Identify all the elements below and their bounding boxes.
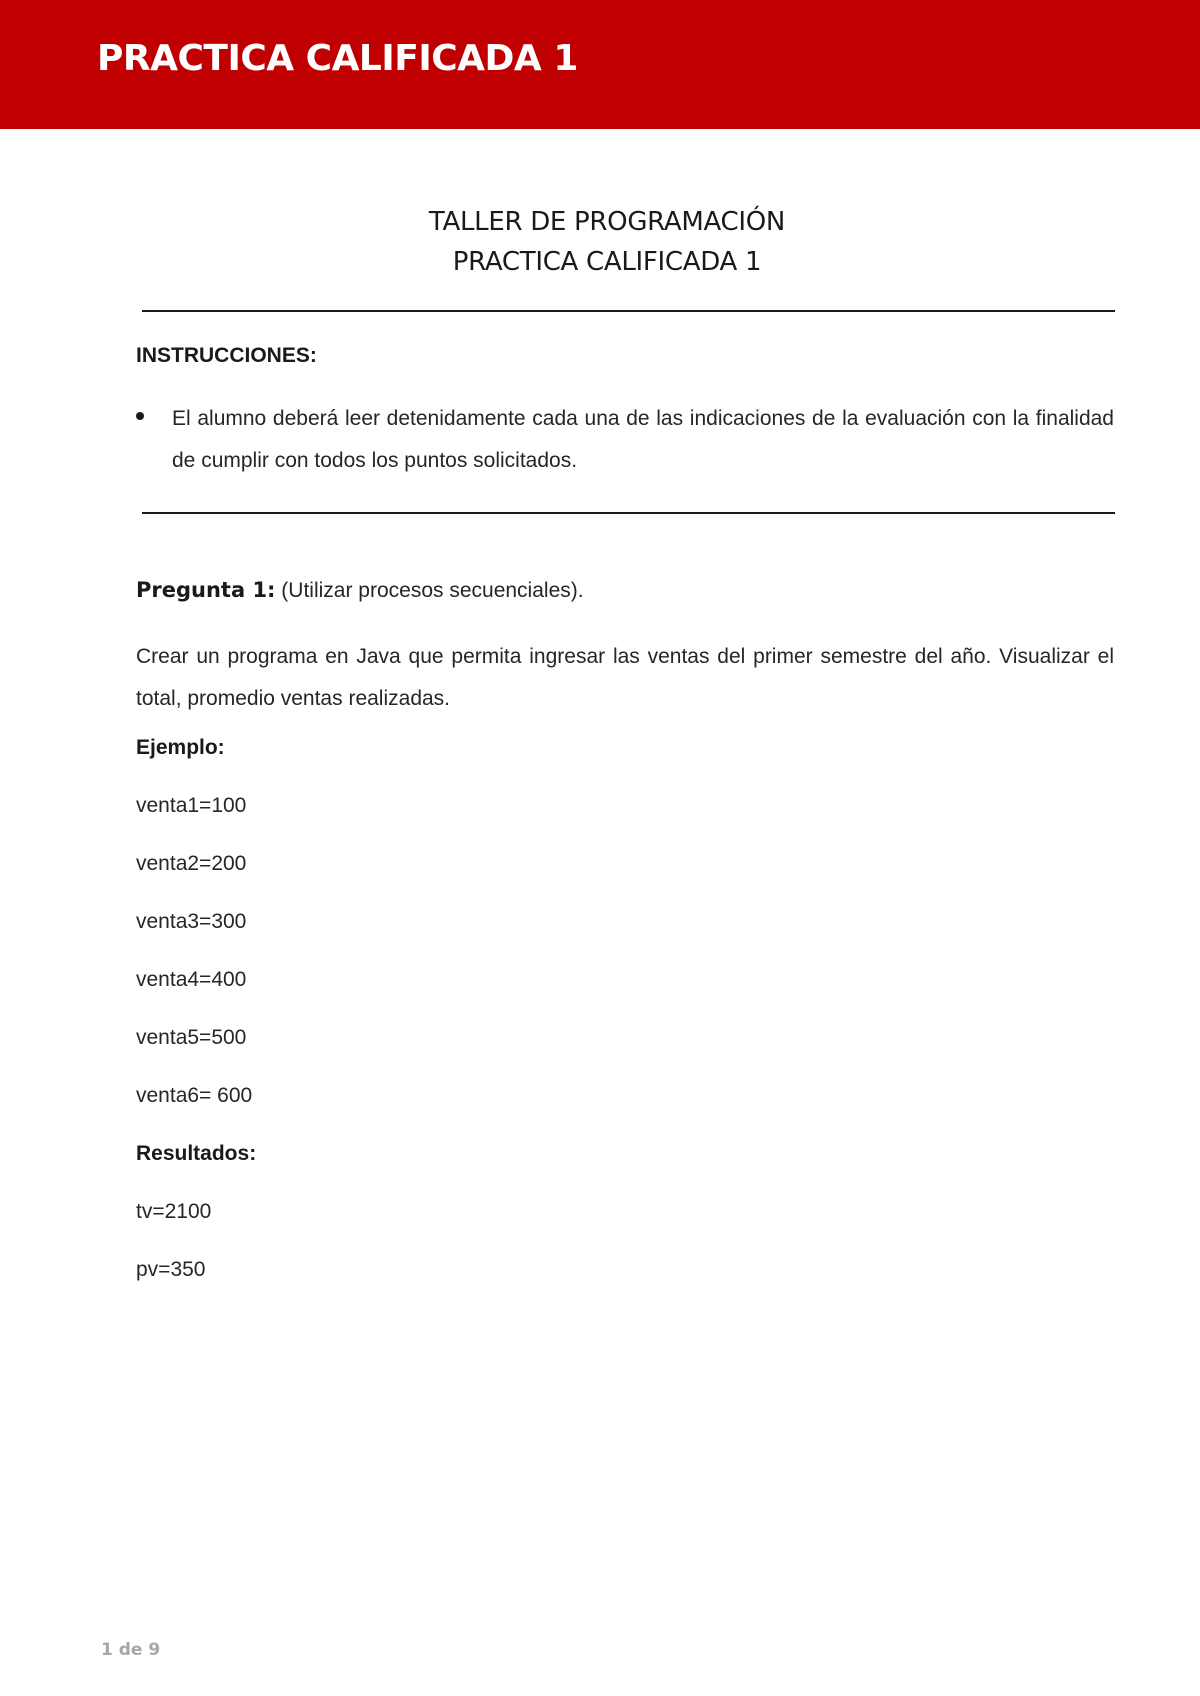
- document-title-line-2: PRACTICA CALIFICADA 1: [452, 247, 762, 277]
- example-line: venta2=200: [136, 852, 247, 875]
- example-heading: Ejemplo:: [136, 736, 225, 759]
- question-1-description: Crear un programa en Java que permita ingresar las ventas del primer semestre del año. Visualizar el total, promedio ventas realizadas.: [136, 645, 1114, 710]
- example-line: venta5=500: [136, 1026, 247, 1049]
- document-title-line-1: TALLER DE PROGRAMACIÓN: [428, 207, 786, 237]
- question-1-subtitle: (Utilizar procesos secuenciales).: [281, 579, 584, 602]
- question-1-heading: [136, 578, 584, 603]
- instructions-heading: INSTRUCCIONES:: [136, 344, 317, 367]
- example-line: venta1=100: [136, 794, 247, 817]
- document-title: [0, 202, 1200, 282]
- example-line: venta3=300: [136, 910, 247, 933]
- example-line: venta6= 600: [136, 1084, 253, 1107]
- bottom-divider: [142, 512, 1115, 514]
- instruction-item: [136, 398, 1114, 482]
- top-divider: [142, 310, 1115, 312]
- result-line: tv=2100: [136, 1200, 212, 1223]
- instruction-item-text: El alumno deberá leer detenidamente cada una de las indicaciones de la evaluación con la finalidad de cumplir con todos los puntos solicitados.: [172, 407, 1114, 472]
- question-1-label: Pregunta 1:: [136, 578, 276, 602]
- results-heading: Resultados:: [136, 1142, 257, 1165]
- page-number: 1 de 9: [101, 1640, 161, 1660]
- result-line: pv=350: [136, 1258, 206, 1281]
- header-title: PRACTICA CALIFICADA 1: [97, 38, 578, 79]
- bullet-icon: [136, 412, 144, 420]
- example-line: venta4=400: [136, 968, 247, 991]
